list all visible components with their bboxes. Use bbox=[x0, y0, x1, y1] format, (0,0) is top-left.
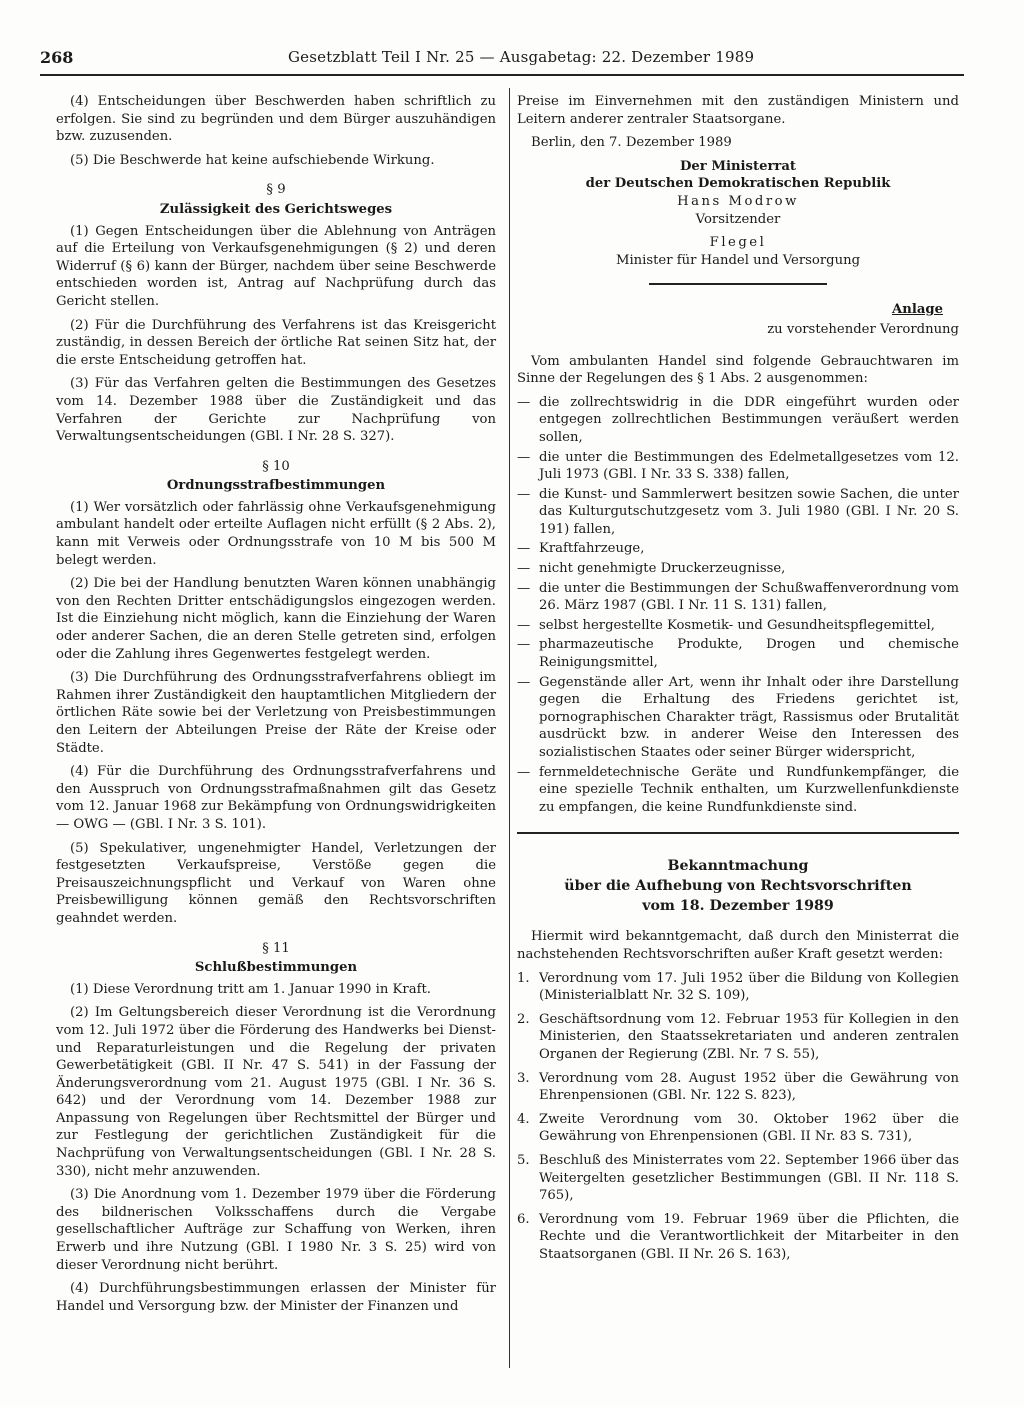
dash-marker: — bbox=[517, 674, 531, 690]
signatory-org: Der Ministerrat bbox=[679, 158, 796, 174]
paragraph: (5) Spekulativer, ungenehmigter Handel, Verletzungen der festgesetzten Verkaufspreise, Verstöße gegen die Preisauszeichnungspflicht und Verkauf von Waren ohne Preisbewilligung können gemäß den Rechtsvorschriften geahndet werden. bbox=[56, 840, 496, 926]
signatory-role: Vorsitzender bbox=[695, 211, 781, 227]
item-number: 4. bbox=[517, 1111, 530, 1127]
list-item bbox=[517, 540, 959, 558]
page-number: 268 bbox=[40, 48, 74, 67]
paragraph: (3) Die Anordnung vom 1. Dezember 1979 über die Förderung des bildnerischen Volksschaffens durch die Vergabe gesellschaftlicher Aufträge zur Schaffung von Werken, ihren Erwerb und ihre Nutzung (GBl. I 1980 Nr. 3 S. 25) wird von dieser Verordnung nicht berührt. bbox=[56, 1187, 496, 1273]
announcement-date: vom 18. Dezember 1989 bbox=[642, 898, 834, 915]
paragraph: (5) Die Beschwerde hat keine aufschiebende Wirkung. bbox=[70, 152, 435, 168]
dash-marker: — bbox=[517, 580, 531, 596]
list-item-text: Verordnung vom 19. Februar 1969 über die Pflichten, die Rechte und die Verantwortlichkeit der Mitarbeiter in den Staatsorganen (GBl. II Nr. 26 S. 163), bbox=[539, 1211, 959, 1262]
list-item bbox=[517, 1070, 959, 1105]
list-item bbox=[517, 970, 959, 1005]
list-item-text: nicht genehmigte Druckerzeugnisse, bbox=[539, 561, 786, 577]
paragraph: (2) Die bei der Handlung benutzten Waren können unabhängig von den Rechten Dritter entschädigungslos eingezogen werden. Ist die Einziehung nicht möglich, kann die Einziehung der Waren oder anderer Sachen, die an deren Stelle getreten sind, erfolgen oder die Zahlung ihres Gegenwertes festgelegt werden. bbox=[56, 576, 496, 662]
list-item bbox=[517, 617, 959, 635]
announcement-title: Bekanntmachung bbox=[667, 858, 809, 875]
list-item bbox=[517, 560, 959, 578]
item-number: 3. bbox=[517, 1070, 530, 1086]
dash-marker: — bbox=[517, 449, 531, 465]
separator-rule bbox=[517, 832, 959, 834]
dash-marker: — bbox=[517, 617, 531, 633]
paragraph: (4) Für die Durchführung des Ordnungsstrafverfahrens und den Ausspruch von Ordnungsstrafmaßnahmen gilt das Gesetz vom 12. Januar 1968 zur Bekämpfung von Ordnungswidrigkeiten — OWG — (GBl. I Nr. 3 S. 101). bbox=[56, 764, 496, 832]
section-heading: Ordnungsstrafbestimmungen bbox=[166, 478, 386, 494]
dash-marker: — bbox=[517, 486, 531, 502]
list-item-text: Geschäftsordnung vom 12. Februar 1953 für Kollegien in den Ministerien, den Staatssekretariaten und anderen zentralen Organen der Regierung (ZBl. Nr. 7 S. 55), bbox=[539, 1011, 959, 1062]
paragraph: (2) Im Geltungsbereich dieser Verordnung ist die Verordnung vom 12. Juli 1972 über die Förderung des Handwerks bei Dienst- und Reparaturleistungen und die Regelung der privaten Gewerbetätigkeit (GBl. II Nr. 47 S. 541) in der Fassung der Änderungsverordnung vom 21. August 1975 (GBl. I Nr. 36 S. 642) und der Verordnung vom 14. Dezember 1988 zur Anpassung von Regelungen über Rechtsmittel der Bürger und zur Festlegung der gerichtlichen Zuständigkeit für die Nachprüfung von Verwaltungsentscheidungen (GBl. I Nr. 28 S. 330), nicht mehr anzuwenden. bbox=[56, 1005, 496, 1179]
paragraph: (1) Gegen Entscheidungen über die Ablehnung von Anträgen auf die Erteilung von Verkaufsgenehmigungen (§ 2) und deren Widerruf (§ 6) kann der Bürger, nachdem über seine Beschwerde entschieden worden ist, Antrag auf Nachprüfung durch das Gericht stellen. bbox=[56, 223, 496, 309]
announcement-subtitle: über die Aufhebung von Rechtsvorschriften bbox=[564, 878, 912, 895]
signatory-role: Minister für Handel und Versorgung bbox=[615, 252, 861, 268]
list-item bbox=[517, 674, 959, 762]
paragraph: (2) Für die Durchführung des Verfahrens ist das Kreisgericht zuständig, in dessen Bereich der örtliche Rat seinen Sitz hat, der die erste Entscheidung getroffen hat. bbox=[56, 317, 496, 368]
paragraph: (4) Durchführungsbestimmungen erlassen der Minister für Handel und Versorgung bzw. der Minister der Finanzen und bbox=[56, 1281, 496, 1314]
signatory-name: Flegel bbox=[709, 235, 767, 251]
left-column bbox=[56, 93, 496, 1321]
column-divider bbox=[509, 88, 510, 1368]
annex-title: Anlage bbox=[892, 302, 943, 318]
signature-block bbox=[517, 158, 959, 270]
dash-marker: — bbox=[517, 394, 531, 410]
list-item bbox=[517, 764, 959, 817]
dash-marker: — bbox=[517, 764, 531, 780]
exclusion-list bbox=[517, 394, 959, 817]
list-item-text: fernmeldetechnische Geräte und Rundfunkempfänger, die eine spezielle Technik enthalten, um Kurzwellenfunkdienste zu empfangen, die keine Rundfunkdienste sind. bbox=[539, 764, 959, 815]
list-item-text: Zweite Verordnung vom 30. Oktober 1962 über die Gewährung von Ehrenpensionen (GBl. II Nr. 83 S. 731), bbox=[539, 1111, 959, 1145]
page-header bbox=[40, 48, 964, 76]
place-date: Berlin, den 7. Dezember 1989 bbox=[531, 135, 732, 151]
paragraph: (1) Wer vorsätzlich oder fahrlässig ohne Verkaufsgenehmigung ambulant handelt oder erteilte Auflagen nicht erfüllt (§ 2 Abs. 2), kann mit Verweis oder Ordnungsstrafe von 10 M bis 500 M belegt werden. bbox=[56, 499, 496, 568]
signatory-org: der Deutschen Demokratischen Republik bbox=[585, 176, 891, 192]
list-item bbox=[517, 449, 959, 484]
signatory-name: Hans Modrow bbox=[677, 193, 799, 209]
list-item-text: Kraftfahrzeuge, bbox=[539, 541, 645, 557]
paragraph: Preise im Einvernehmen mit den zuständigen Ministern und Leitern anderer zentraler Staatsorgane. bbox=[517, 94, 959, 127]
paragraph: (1) Diese Verordnung tritt am 1. Januar 1990 in Kraft. bbox=[70, 981, 431, 997]
section-label: § 11 bbox=[262, 940, 290, 956]
item-number: 2. bbox=[517, 1011, 530, 1027]
paragraph: (3) Für das Verfahren gelten die Bestimmungen des Gesetzes vom 14. Dezember 1988 über die Zuständigkeit und das Verfahren der Gerichte zur Nachprüfung von Verwaltungsentscheidungen (GBl. I Nr. 28 S. 327). bbox=[56, 376, 496, 445]
section-label: § 9 bbox=[266, 182, 286, 198]
list-item-text: selbst hergestellte Kosmetik- und Gesundheitspflegemittel, bbox=[539, 617, 935, 633]
list-item bbox=[517, 1011, 959, 1064]
section-heading: Schlußbestimmungen bbox=[194, 960, 358, 976]
list-item bbox=[517, 1152, 959, 1205]
paragraph: Hiermit wird bekanntgemacht, daß durch den Ministerrat die nachstehenden Rechtsvorschriften außer Kraft gesetzt werden: bbox=[517, 929, 959, 962]
list-item-text: die zollrechtswidrig in die DDR eingeführt wurden oder entgegen zollrechtlichen Bestimmungen veräußert werden sollen, bbox=[539, 394, 959, 445]
list-item bbox=[517, 486, 959, 539]
paragraph: Vom ambulanten Handel sind folgende Gebrauchtwaren im Sinne der Regelungen des § 1 Abs. 2 ausgenommen: bbox=[517, 353, 959, 387]
list-item-text: die Kunst- und Sammlerwert besitzen sowie Sachen, die unter das Kulturgutschutzgesetz vom 3. Juli 1980 (GBl. I Nr. 20 S. 191) fallen, bbox=[539, 486, 959, 537]
list-item-text: Beschluß des Ministerrates vom 22. September 1966 über das Weitergelten gesetzlicher Bestimmungen (GBl. II Nr. 118 S. 765), bbox=[539, 1152, 959, 1204]
section-heading: Zulässigkeit des Gerichtsweges bbox=[159, 201, 393, 217]
dash-marker: — bbox=[517, 637, 531, 653]
list-item-text: die unter die Bestimmungen des Edelmetallgesetzes vom 12. Juli 1973 (GBl. I Nr. 33 S. 338) fallen, bbox=[539, 449, 959, 483]
list-item bbox=[517, 1211, 959, 1264]
paragraph: (4) Entscheidungen über Beschwerden haben schriftlich zu erfolgen. Sie sind zu begründen und dem Bürger auszuhändigen bzw. zuzusenden. bbox=[56, 94, 496, 145]
list-item-text: pharmazeutische Produkte, Drogen und chemische Reinigungsmittel, bbox=[539, 637, 959, 671]
list-item-text: die unter die Bestimmungen der Schußwaffenverordnung vom 26. März 1987 (GBl. I Nr. 11 S. 131) fallen, bbox=[539, 580, 959, 614]
item-number: 1. bbox=[517, 970, 530, 986]
right-column bbox=[517, 93, 959, 1269]
dash-marker: — bbox=[517, 561, 531, 577]
list-item bbox=[517, 580, 959, 615]
list-item-text: Verordnung vom 28. August 1952 über die Gewährung von Ehrenpensionen (GBl. Nr. 122 S. 823), bbox=[539, 1070, 959, 1104]
item-number: 6. bbox=[517, 1211, 530, 1227]
running-title: Gesetzblatt Teil I Nr. 25 — Ausgabetag: 22. Dezember 1989 bbox=[288, 48, 755, 66]
list-item bbox=[517, 636, 959, 671]
list-item-text: Verordnung vom 17. Juli 1952 über die Bildung von Kollegien (Ministerialblatt Nr. 32 S. 109), bbox=[539, 970, 959, 1004]
repealed-list bbox=[517, 970, 959, 1264]
list-item bbox=[517, 1111, 959, 1146]
annex-subtitle: zu vorstehender Verordnung bbox=[767, 321, 959, 337]
item-number: 5. bbox=[517, 1152, 530, 1168]
section-label: § 10 bbox=[262, 458, 290, 474]
dash-marker: — bbox=[517, 541, 531, 557]
separator-rule bbox=[649, 283, 827, 285]
paragraph: (3) Die Durchführung des Ordnungsstrafverfahrens obliegt im Rahmen ihrer Zuständigkeit den hauptamtlichen Mitgliedern der örtlichen Räte sowie bei der Verletzung von Preisbestimmungen den Leitern der Abteilungen Preise der Räte der Kreise oder Städte. bbox=[56, 670, 496, 756]
list-item-text: Gegenstände aller Art, wenn ihr Inhalt oder ihre Darstellung gegen die Erhaltung des Friedens gerichtet ist, pornographischen Charakter trägt, Rassismus oder Brutalität ausdrückt bzw. in anderer Weise den Interessen des sozialistischen Staates oder seiner Bürger widerspricht, bbox=[539, 674, 959, 760]
list-item bbox=[517, 394, 959, 447]
